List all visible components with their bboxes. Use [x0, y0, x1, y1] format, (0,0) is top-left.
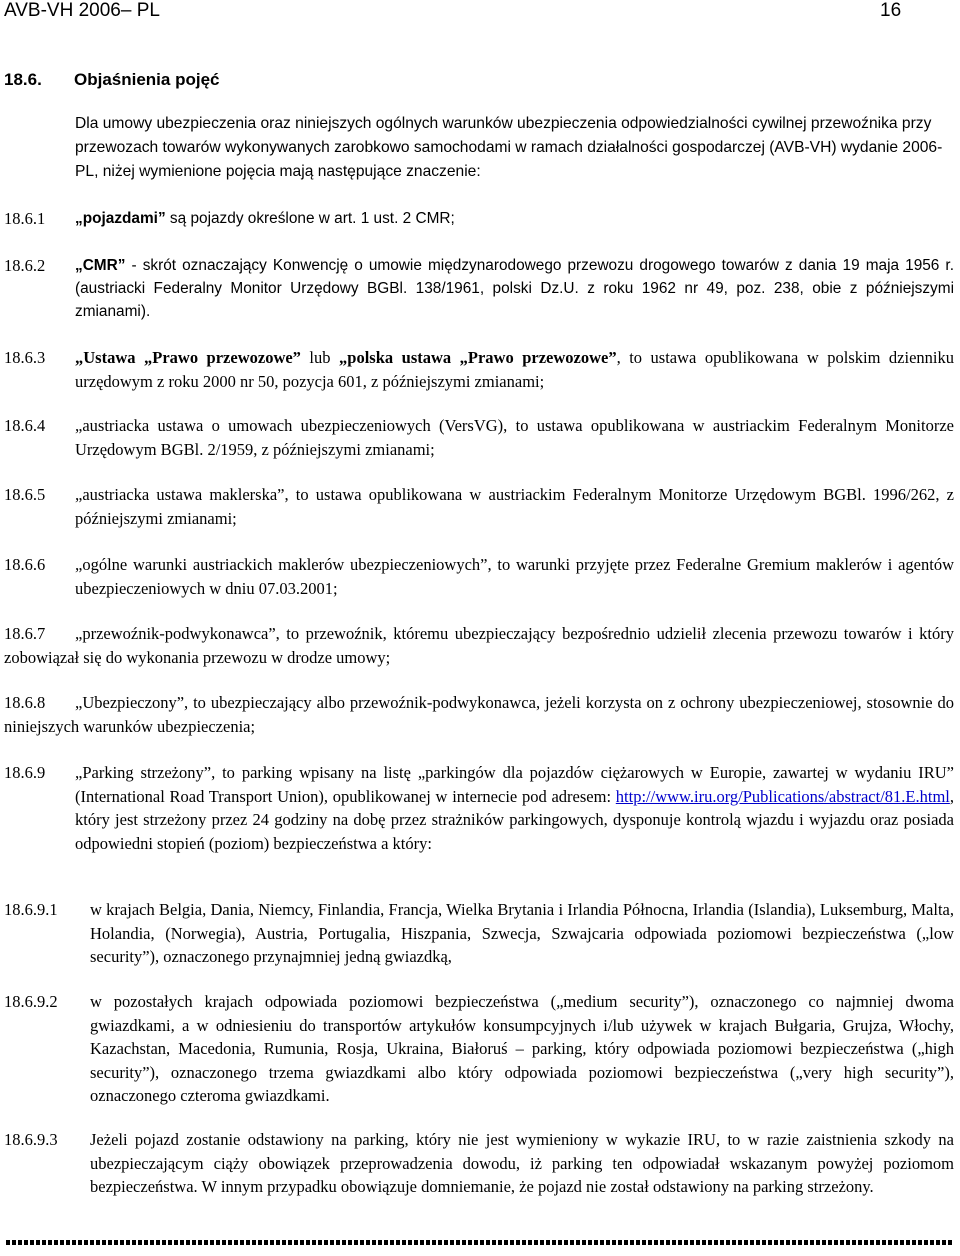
- section-number: 18.6.: [4, 70, 42, 89]
- definition-18-6-3: 18.6.3 „Ustawa „Prawo przewozowe” lub „polska ustawa „Prawo przewozowe”, to ustawa opublikowana w polskim dzienniku urzędowym z roku 2000 nr 50, pozycja 601, z późniejszymi zmianami;: [4, 348, 954, 391]
- definition-18-6-9-2: [4, 990, 954, 1108]
- definition-number: 18.6.3: [4, 348, 46, 367]
- definition-text: „Ubezpieczony”, to ubezpieczający albo przewoźnik-podwykonawca, jeżeli korzysta on z ochrony ubezpieczeniowej, stosownie do niniejszych warunków ubezpieczenia;: [4, 693, 954, 736]
- definition-text: „austriacka ustawa o umowach ubezpieczeniowych (VersVG), to ustawa opublikowana w austriackim Federalnym Monitorze Urzędowym BGBl. 2/1959, z późniejszymi zmianami;: [75, 416, 954, 459]
- definition-text: „austriacka ustawa maklerska”, to ustawa opublikowana w austriackim Federalnym Monitorze Urzędowym BGBl. 1996/262, z późniejszymi zmianami;: [75, 485, 954, 528]
- definition-text: są pojazdy określone w art. 1 ust. 2 CMR;: [165, 210, 455, 227]
- definition-text-cont: , który jest strzeżony przez 24 godziny na dobę przez strażników parkingowych, dysponuje kontrolą wjazdu i wyjazdu oraz posiada odpowiedni stopień (poziom) bezpieczeństwa a który:: [75, 786, 954, 853]
- definition-18-6-6: [4, 553, 954, 600]
- page-number: 16: [880, 0, 902, 21]
- definition-18-6-4: [4, 414, 954, 461]
- definition-text: Jeżeli pojazd zostanie odstawiony na parking, który nie jest wymieniony w wykazie IRU, to w razie zaistnienia szkody na ubezpieczającym ciąży obowiązek przeprowadzenia dowodu, iż parking ten odpowiadał wskazanym powyżej poziomom bezpieczeństwa. W innym przypadku obowiązuje domniemanie, że pojazd nie został odstawiony na parking strzeżony.: [90, 1130, 954, 1196]
- definition-18-6-8: [4, 691, 954, 738]
- section-title-text: Objaśnienia pojęć: [74, 70, 220, 89]
- definition-number: 18.6.1: [4, 209, 46, 228]
- definition-number: 18.6.4: [4, 416, 46, 435]
- definition-text: w pozostałych krajach odpowiada poziomowi bezpieczeństwa („medium security”), oznaczonego co najmniej dwoma gwiazdkami, a w odniesieniu do transportów artykułów konsumpcyjnych i/lub używek w krajach Bułgaria, Grujza, Włochy, Kazachstan, Macedonia, Rumunia, Rosja, Ukraina, Białoruś – parking, który odpowiada poziomowi bezpieczeństwa („high security”), oznaczonego trzema gwiazdkami albo który odpowiada poziomowi bezpieczeństwa („very high security”), oznaczonego czteroma gwiazdkami.: [90, 992, 954, 1105]
- definition-number: 18.6.9: [4, 763, 46, 782]
- definition-number: 18.6.9.3: [4, 1130, 58, 1149]
- page-header: [4, 0, 960, 26]
- definition-text: „przewoźnik-podwykonawca”, to przewoźnik, któremu ubezpieczający bezpośrednio udzielił zlecenia przewozu towarów i który zobowiązał się do wykonania przewozu w drodze umowy;: [4, 624, 954, 667]
- definition-text: „ogólne warunki austriackich maklerów ubezpieczeniowych”, to warunki przyjęte przez Federalne Gremium maklerów i agentów ubezpieczeniowych w dniu 07.03.2001;: [75, 555, 954, 598]
- definition-number: 18.6.6: [4, 555, 46, 574]
- definition-number: 18.6.8: [4, 693, 46, 712]
- definition-18-6-2: [4, 254, 954, 323]
- footer-divider: [6, 1240, 954, 1245]
- definition-term: „pojazdami”: [75, 210, 166, 227]
- iru-link[interactable]: http://www.iru.org/Publications/abstract/81.E.html: [615, 786, 950, 806]
- definition-term: „Ustawa „Prawo przewozowe”: [75, 348, 301, 367]
- definition-number: 18.6.7: [4, 624, 46, 643]
- definition-number: 18.6.9.1: [4, 900, 58, 919]
- definition-18-6-7: [4, 622, 954, 669]
- definition-term: „CMR”: [75, 257, 126, 274]
- definition-18-6-9: [4, 761, 954, 855]
- definition-number: 18.6.5: [4, 485, 46, 504]
- definition-text: w krajach Belgia, Dania, Niemcy, Finlandia, Francja, Wielka Brytania i Irlandia Północna, Irlandia (Islandia), Luksemburg, Malta, Holandia, (Norwegia), Austria, Portugalia, Hiszpania, Szwecja, Szwajcaria odpowiada poziomowi bezpieczeństwa („low security”), oznaczonego przynajmniej jedną gwiazdką,: [90, 900, 954, 966]
- definition-text: - skrót oznaczający Konwencję o umowie międzynarodowego przewozu drogowego towarów z dania 19 maja 1956 r. (austriacki Federalny Monitor Urzędowy BGBl. 138/1961, polski Dz.U. z roku 1962 nr 49, poz. 238, obie z późniejszymi zmianami).: [75, 257, 954, 320]
- definition-term-2: „polska ustawa „Prawo przewozowe”: [339, 348, 617, 367]
- intro-paragraph: Dla umowy ubezpieczenia oraz niniejszych ogólnych warunków ubezpieczenia odpowiedzialności cywilnej przewoźnika przy przewozach towarów wykonywanych zarobkowo samochodami w ramach działalności gospodarczej (AVB-VH) wydanie 2006-PL, niżej wymienione pojęcia mają następujące znaczenie:: [75, 115, 943, 180]
- section-title: [4, 70, 220, 90]
- document-code: AVB-VH 2006– PL: [4, 0, 160, 21]
- definition-18-6-9-1: [4, 898, 954, 969]
- definition-number: 18.6.2: [4, 256, 46, 275]
- definition-text: , to ustawa opublikowana w polskim dzienniku urzędowym z roku 2000 nr 50, pozycja 601, z późniejszymi zmianami;: [75, 348, 954, 391]
- definition-18-6-1: [4, 207, 954, 231]
- definition-18-6-5: [4, 483, 954, 530]
- definition-text: „Parking strzeżony”, to parking wpisany na listę „parkingów dla pojazdów ciężarowych w Europie, zawartej w wydaniu IRU” (International Road Transport Union), opublikowanej w internecie pod adresem:: [75, 763, 954, 806]
- definition-18-6-9-3: [4, 1128, 954, 1199]
- definition-number: 18.6.9.2: [4, 992, 58, 1011]
